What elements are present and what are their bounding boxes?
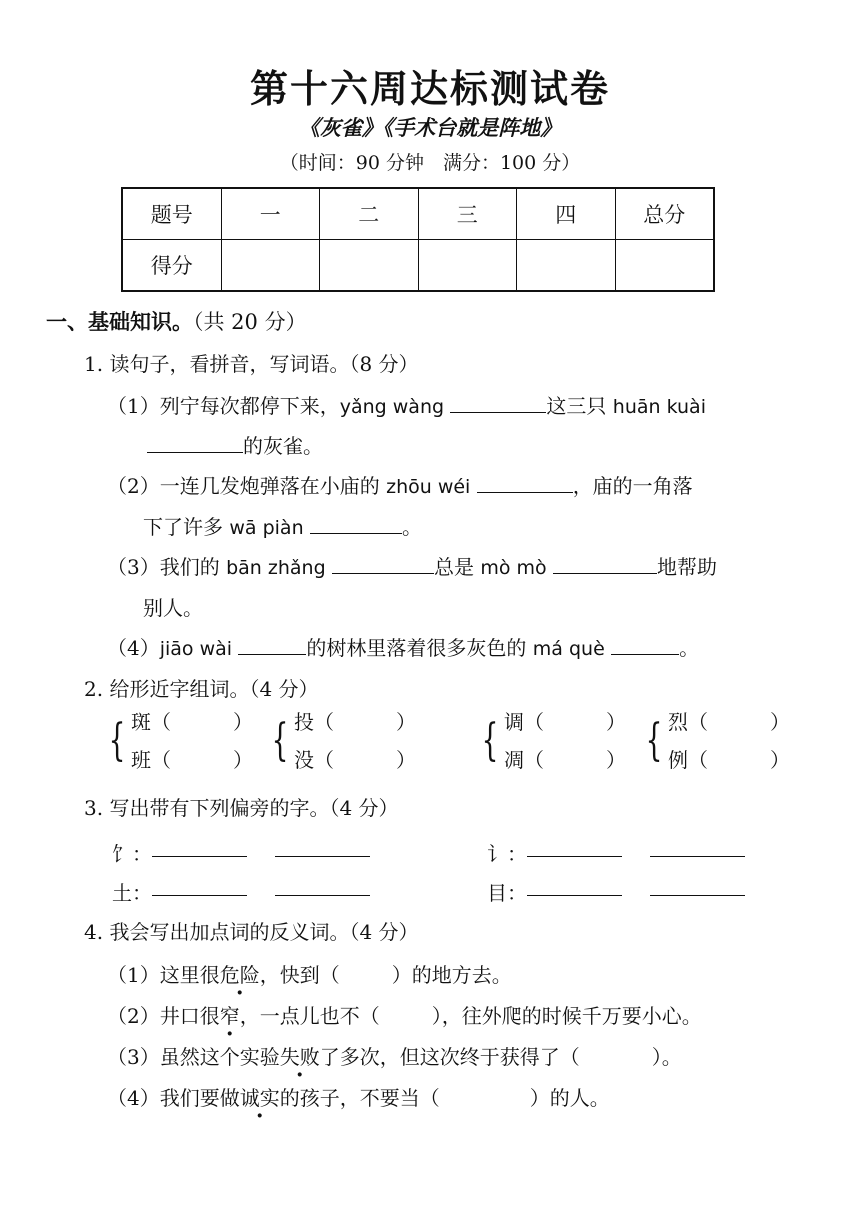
- q4-sentence-2: [107, 1000, 702, 1029]
- q4-s3-text-a: （3）虽然这个实验: [107, 1045, 280, 1069]
- radical-label: 土：: [112, 881, 152, 905]
- pinyin-label: jiāo wài: [159, 638, 233, 660]
- brace-icon: {: [271, 715, 289, 766]
- q1-s3-text-c: 地帮助: [657, 555, 718, 579]
- radical-row: [112, 877, 398, 906]
- q1-s4-text-a: （4）: [107, 636, 160, 660]
- char-pair-group: [266, 703, 416, 779]
- score-row-label: 得分: [122, 240, 221, 292]
- pair-char: 斑: [131, 710, 151, 734]
- paren: ）: [233, 748, 253, 772]
- score-cell[interactable]: [221, 240, 320, 292]
- pair-char: 调: [504, 710, 524, 734]
- q1-sentence-1: [107, 390, 706, 419]
- char-pair-group: [640, 703, 790, 779]
- paren: （: [688, 710, 708, 734]
- q1-sentence-2-cont: [143, 511, 422, 540]
- q4-s4-text-c: ）的人。: [529, 1086, 610, 1110]
- q1-s3-text-a: （3）我们的: [107, 555, 220, 579]
- section-1-title: 一、基础知识。: [46, 310, 193, 334]
- paren: ）: [396, 748, 416, 772]
- q4-s2-text-c: ），往外爬的时候千万要小心。: [431, 1004, 702, 1028]
- q4-s4-text-b: 的孩子，不要当（: [279, 1086, 440, 1110]
- question-1-title: 1. 读句子，看拼音，写词语。（8 分）: [84, 352, 419, 376]
- paren: ）: [606, 748, 626, 772]
- pair-char: 没: [294, 748, 314, 772]
- answer-blank[interactable]: [152, 894, 247, 896]
- score-table-score-row: [122, 240, 714, 292]
- question-3-title: 3. 写出带有下列偏旁的字。（4 分）: [84, 796, 399, 820]
- answer-blank[interactable]: [477, 472, 573, 493]
- q4-s1-text-b: ，快到（: [259, 963, 340, 987]
- score-header-cell: 题号: [122, 188, 221, 240]
- q1-sentence-1-cont: [147, 430, 323, 459]
- paren: （: [524, 748, 544, 772]
- pair-char: 班: [131, 748, 151, 772]
- q4-sentence-1: [107, 959, 512, 988]
- paren: （: [314, 748, 334, 772]
- paren: ）: [606, 710, 626, 734]
- answer-blank[interactable]: [238, 634, 306, 655]
- dotted-word: 危险: [219, 963, 260, 987]
- score-header-cell: 二: [320, 188, 419, 240]
- paren: （: [688, 748, 708, 772]
- brace-icon: {: [108, 715, 126, 766]
- q4-sentence-4: [107, 1082, 610, 1111]
- paren: （: [314, 710, 334, 734]
- answer-blank[interactable]: [611, 634, 679, 655]
- radical-row: [487, 838, 773, 867]
- answer-blank[interactable]: [332, 553, 434, 574]
- char-pair-group: [476, 703, 626, 779]
- paren: （: [524, 710, 544, 734]
- q1-s4-text-b: 的树林里落着很多灰色的: [306, 636, 527, 660]
- answer-blank[interactable]: [527, 855, 622, 857]
- score-header-cell: 总分: [615, 188, 714, 240]
- score-table: [121, 187, 715, 292]
- dotted-word: 诚实: [239, 1086, 280, 1110]
- brace-icon: {: [481, 715, 499, 766]
- q4-s4-text-a: （4）我们要做: [107, 1086, 240, 1110]
- brace-icon: {: [645, 715, 663, 766]
- q1-sentence-4: [107, 632, 699, 661]
- score-cell[interactable]: [320, 240, 419, 292]
- char-pair-group: [103, 703, 253, 779]
- q1-s2-text-d: 。: [401, 515, 422, 539]
- q4-s1-text-c: ）的地方去。: [391, 963, 512, 987]
- q1-s2-text-a: （2）一连几发炮弹落在小庙的: [107, 474, 380, 498]
- score-table-header-row: [122, 188, 714, 240]
- q4-s3-text-c: ）。: [651, 1045, 682, 1069]
- section-1-points: （共 20 分）: [193, 310, 307, 334]
- answer-blank[interactable]: [527, 894, 622, 896]
- answer-blank[interactable]: [650, 855, 745, 857]
- q4-s2-text-b: ，一点儿也不（: [239, 1004, 380, 1028]
- answer-blank[interactable]: [553, 553, 657, 574]
- pair-char: 凋: [504, 748, 524, 772]
- paren: ）: [770, 710, 790, 734]
- section-1-heading: [46, 306, 307, 336]
- score-header-cell: 一: [221, 188, 320, 240]
- pinyin-label: má què: [532, 638, 605, 660]
- q1-s2-text-b: ，庙的一角落: [572, 474, 693, 498]
- pair-char: 例: [668, 748, 688, 772]
- q1-sentence-3: [107, 551, 717, 580]
- q1-s4-text-c: 。: [679, 636, 700, 660]
- q1-s1-text-a: （1）列宁每次都停下来，: [107, 394, 340, 418]
- answer-blank[interactable]: [275, 855, 370, 857]
- q1-s3-text-d: 别人。: [143, 596, 203, 620]
- pinyin-label: yǎng wàng: [339, 396, 445, 418]
- paren: ）: [233, 710, 253, 734]
- q4-s2-text-a: （2）井口很: [107, 1004, 220, 1028]
- pair-char: 投: [294, 710, 314, 734]
- answer-blank[interactable]: [152, 855, 247, 857]
- radical-label: 饣：: [112, 842, 152, 866]
- score-cell[interactable]: [517, 240, 616, 292]
- page-title: 第十六周达标测试卷: [249, 67, 610, 111]
- q4-s3-text-b: 了多次，但这次终于获得了（: [319, 1045, 580, 1069]
- q1-s1-text-c: 的灰雀。: [243, 434, 323, 458]
- score-cell[interactable]: [615, 240, 714, 292]
- pinyin-label: wā piàn: [229, 517, 304, 539]
- score-header-cell: 三: [418, 188, 517, 240]
- q4-sentence-3: [107, 1041, 682, 1070]
- paren: （: [151, 748, 171, 772]
- exam-meta: （时间：90 分钟 满分：100 分）: [279, 152, 581, 174]
- dotted-word: 窄: [219, 1004, 240, 1028]
- pinyin-label: bān zhǎng: [226, 557, 326, 579]
- q1-s1-text-b: 这三只: [546, 394, 607, 418]
- dotted-word: 失败: [279, 1045, 320, 1069]
- radical-row: [112, 838, 398, 867]
- answer-blank[interactable]: [310, 513, 402, 534]
- score-cell[interactable]: [418, 240, 517, 292]
- paren: ）: [396, 710, 416, 734]
- question-4-title: 4. 我会写出加点词的反义词。（4 分）: [84, 920, 419, 944]
- radical-label: 目：: [487, 881, 527, 905]
- paren: （: [151, 710, 171, 734]
- pinyin-label: zhōu wéi: [386, 476, 471, 498]
- radical-row: [487, 877, 773, 906]
- q1-sentence-2: [107, 470, 693, 499]
- answer-blank[interactable]: [275, 894, 370, 896]
- paren: ）: [770, 748, 790, 772]
- pinyin-label: huān kuài: [612, 396, 706, 418]
- answer-blank[interactable]: [650, 894, 745, 896]
- radical-label: 讠：: [487, 842, 527, 866]
- answer-blank[interactable]: [147, 432, 243, 453]
- q1-s2-text-c: 下了许多: [143, 515, 223, 539]
- pair-char: 烈: [668, 710, 688, 734]
- pinyin-label: mò mò: [480, 557, 547, 579]
- answer-blank[interactable]: [450, 392, 546, 413]
- score-header-cell: 四: [517, 188, 616, 240]
- q4-s1-text-a: （1）这里很: [107, 963, 220, 987]
- question-2-title: 2. 给形近字组词。（4 分）: [84, 677, 319, 701]
- q1-s3-text-b: 总是: [434, 555, 474, 579]
- page-subtitle: 《灰雀》《手术台就是阵地》: [298, 116, 562, 140]
